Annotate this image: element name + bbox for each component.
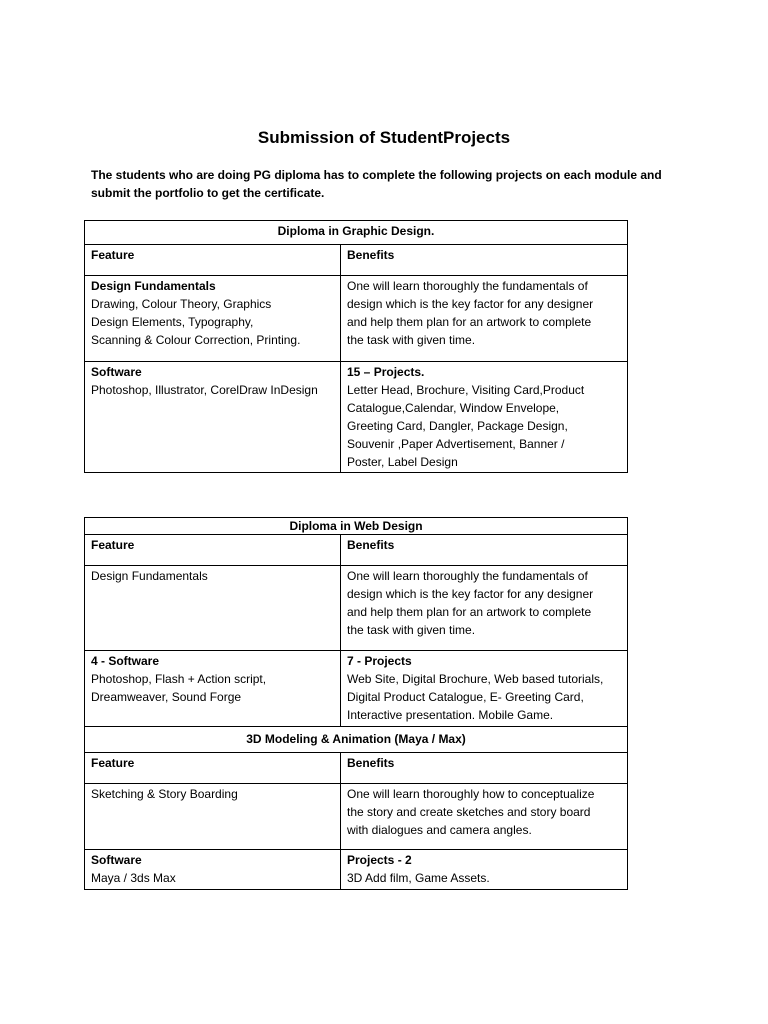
cell-line: the task with given time. [347, 333, 476, 347]
benefits-cell [341, 276, 628, 362]
cell-line: and help them plan for an artwork to complete [347, 315, 592, 329]
benefits-header: Benefits [341, 535, 628, 566]
cell-line: Design Elements, Typography, [91, 315, 254, 329]
feature-cell [85, 566, 341, 651]
cell-line: Maya / 3ds Max [91, 871, 176, 885]
cell-line: Scanning & Colour Correction, Printing. [91, 333, 301, 347]
feature-cell [85, 850, 341, 890]
cell-line: Photoshop, Illustrator, CorelDraw InDesign [91, 383, 318, 397]
cell-line: Design Fundamentals [91, 279, 216, 293]
cell-line: 3D Add film, Game Assets. [347, 871, 490, 885]
cell-line: Poster, Label Design [347, 455, 458, 469]
feature-header: Feature [85, 753, 341, 784]
cell-line: the task with given time. [347, 623, 476, 637]
feature-cell [85, 651, 341, 727]
cell-line: One will learn thoroughly the fundamentals of [347, 279, 588, 293]
feature-cell [85, 362, 341, 473]
feature-header: Feature [85, 535, 341, 566]
cell-line: Interactive presentation. Mobile Game. [347, 708, 554, 722]
cell-line: Catalogue,Calendar, Window Envelope, [347, 401, 560, 415]
cell-line: Sketching & Story Boarding [91, 787, 238, 801]
benefits-header: Benefits [341, 245, 628, 276]
section-heading: Diploma in Web Design [85, 518, 628, 535]
benefits-cell [341, 362, 628, 473]
cell-line: Photoshop, Flash + Action script, [91, 672, 267, 686]
cell-line: 7 - Projects [347, 654, 412, 668]
intro-paragraph: The students who are doing PG diploma has to complete the following projects on each module and submit the portfolio to get the certificate. [91, 168, 662, 200]
cell-line: 15 – Projects. [347, 365, 425, 379]
cell-line: with dialogues and camera angles. [347, 823, 532, 837]
cell-line: Letter Head, Brochure, Visiting Card,Product [347, 383, 585, 397]
cell-line: Dreamweaver, Sound Forge [91, 690, 242, 704]
section-heading: Diploma in Graphic Design. [85, 221, 628, 245]
cell-line: and help them plan for an artwork to complete [347, 605, 592, 619]
cell-line: Software [91, 853, 142, 867]
cell-line: Web Site, Digital Brochure, Web based tutorials, [347, 672, 604, 686]
cell-line: 4 - Software [91, 654, 160, 668]
benefits-cell [341, 784, 628, 850]
benefits-cell [341, 566, 628, 651]
page-title: Submission of StudentProjects [257, 128, 511, 147]
cell-line: design which is the key factor for any designer [347, 587, 594, 601]
feature-cell [85, 784, 341, 850]
benefits-cell [341, 651, 628, 727]
cell-line: Greeting Card, Dangler, Package Design, [347, 419, 568, 433]
cell-line: One will learn thoroughly the fundamentals of [347, 569, 588, 583]
feature-cell [85, 276, 341, 362]
cell-line: Souvenir ,Paper Advertisement, Banner / [347, 437, 565, 451]
cell-line: design which is the key factor for any designer [347, 297, 594, 311]
web-design-table [84, 517, 628, 890]
cell-line: the story and create sketches and story board [347, 805, 591, 819]
cell-line: Drawing, Colour Theory, Graphics [91, 297, 272, 311]
graphic-design-table [84, 220, 628, 473]
cell-line: Digital Product Catalogue, E- Greeting Card, [347, 690, 584, 704]
benefits-cell [341, 850, 628, 890]
cell-line: Software [91, 365, 142, 379]
feature-header: Feature [85, 245, 341, 276]
cell-line: One will learn thoroughly how to conceptualize [347, 787, 595, 801]
section-heading: 3D Modeling & Animation (Maya / Max) [85, 727, 628, 753]
cell-line: Design Fundamentals [91, 569, 208, 583]
cell-line: Projects - 2 [347, 853, 412, 867]
benefits-header: Benefits [341, 753, 628, 784]
